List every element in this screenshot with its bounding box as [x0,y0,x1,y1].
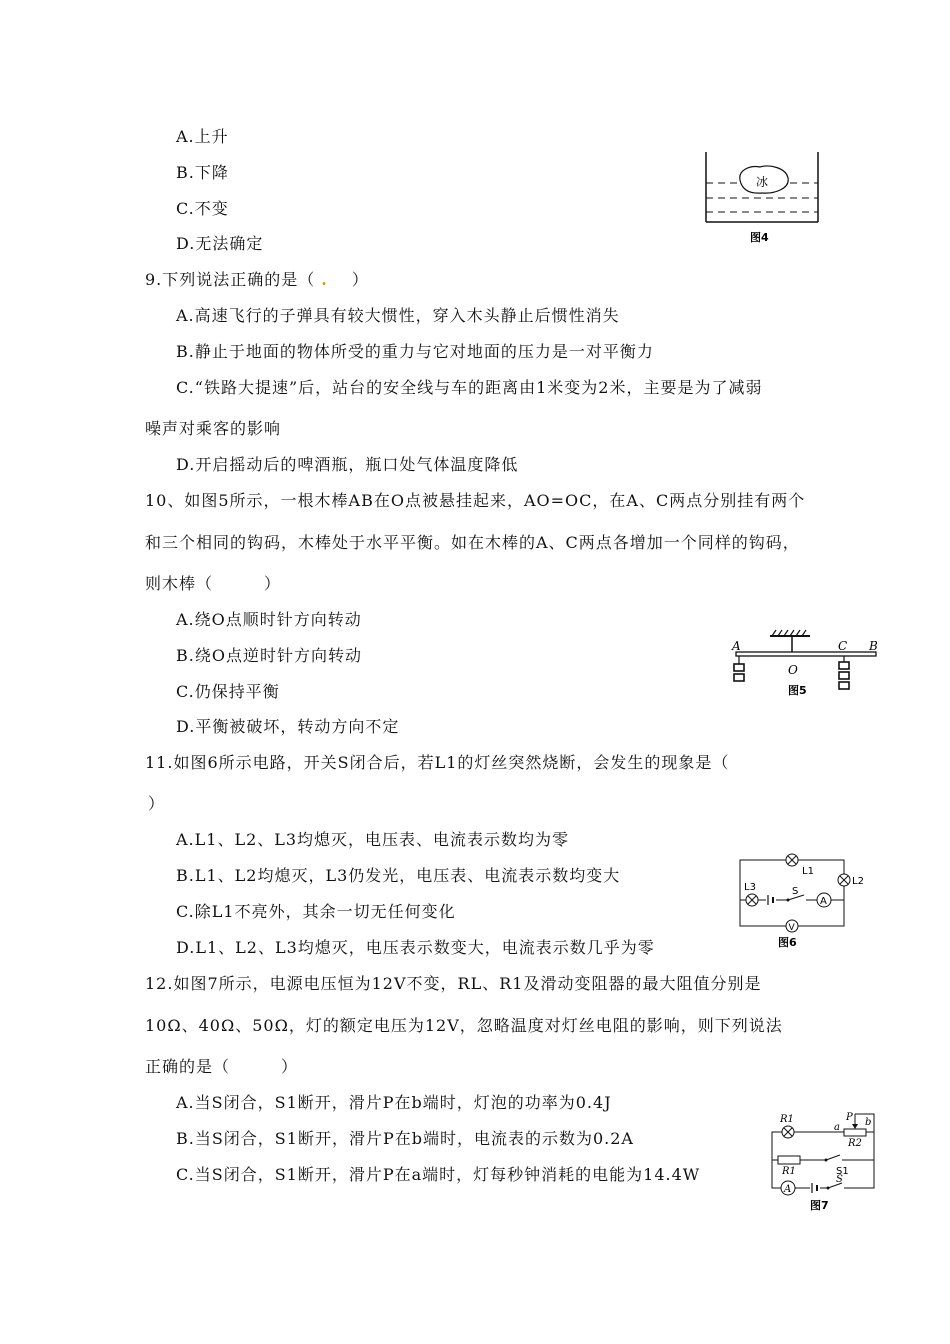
q12-stem-line1: 12.如图7所示，电源电压恒为12V不变，RL、R1及滑动变阻器的最大阻值分别是 [145,974,762,993]
q12-option-c: C.当S闭合，S1断开，滑片P在a端时，灯每秒钟消耗的电能为14.4W [176,1165,701,1184]
fig5-label-o: O [788,663,798,677]
fig7-p: P [846,1112,853,1123]
fig5-label-b: B [869,639,878,653]
q11-option-a: A.L1、L2、L3均熄灭，电压表、电流表示数均为零 [176,830,570,849]
fig6-ammeter: A [820,896,827,907]
q11-option-d: D.L1、L2、L3均熄灭，电压表示数变大，电流表示数几乎为零 [176,938,655,957]
fig6-l1: L1 [802,866,814,877]
figure-7-circuit [760,1110,885,1215]
fig6-voltmeter: V [788,923,795,933]
q10-option-b: B.绕O点逆时针方向转动 [176,646,362,665]
q8-option-b: B.下降 [176,163,229,182]
fig4-caption: 图4 [750,231,769,244]
q10-option-d: D.平衡被破坏，转动方向不定 [176,717,400,736]
q9-option-c: C.“铁路大提速”后，站台的安全线与车的距离由1米变为2米，主要是为了减弱 [176,378,763,397]
fig7-r1: R1 [782,1166,796,1177]
q11-option-c: C.除L1不亮外，其余一切无任何变化 [176,902,456,921]
q10-stem-line1: 10、如图5所示，一根木棒AB在O点被悬挂起来，AO=OC，在A、C两点分别挂有两个 [145,491,806,510]
q11-stem-line2: ） [148,794,166,813]
figure-6-circuit [730,850,870,950]
fig7-ammeter: A [784,1184,792,1195]
fig6-l2: L2 [852,876,864,887]
q9-stem-close: ） [351,270,369,289]
fig7-b: b [865,1117,872,1128]
q12-option-b: B.当S闭合，S1断开，滑片P在b端时，电流表的示数为0.2A [176,1129,634,1148]
fig7-rl: R1 [780,1114,794,1125]
q9-option-c-cont: 噪声对乘客的影响 [145,419,282,438]
q9-option-b: B.静止于地面的物体所受的重力与它对地面的压力是一对平衡力 [176,342,654,361]
q9-stem-text: 9.下列说法正确的是（ [145,270,316,289]
q12-option-a: A.当S闭合，S1断开，滑片P在b端时，灯泡的功率为0.4J [176,1093,612,1112]
fig7-s: S [836,1174,843,1185]
q12-stem-line3: 正确的是（ ） [145,1057,299,1076]
fig7-r2: R2 [848,1138,862,1149]
q12-stem-line2: 10Ω、40Ω、50Ω，灯的额定电压为12V，忽略温度对灯丝电阻的影响，则下列说法 [145,1016,783,1035]
fig6-s: S [792,886,799,897]
fig7-caption: 图7 [810,1199,829,1212]
fig7-s1: S1 [836,1166,849,1177]
fig7-a: a [834,1122,840,1133]
q10-option-c: C.仍保持平衡 [176,682,280,701]
figure-4-ice-in-water [700,150,825,250]
fig6-l3: L3 [744,882,756,893]
q11-option-b: B.L1、L2均熄灭，L3仍发光，电压表、电流表示数均变大 [176,866,621,885]
q8-option-a: A.上升 [176,127,229,146]
fig4-ice-label: 冰 [756,175,769,189]
fig6-caption: 图6 [778,936,797,949]
fig5-caption: 图5 [788,684,807,697]
q10-stem-line3: 则木棒（ ） [145,574,282,593]
q10-stem-line2: 和三个相同的钩码，木棒处于水平平衡。如在木棒的A、C两点各增加一个同样的钩码， [145,533,800,552]
fig5-label-a: A [732,639,741,653]
q9-stem [145,270,369,290]
q8-option-c: C.不变 [176,199,229,218]
fig5-label-c: C [838,639,848,653]
q9-option-d: D.开启摇动后的啤酒瓶，瓶口处气体温度降低 [176,455,519,474]
q9-stem-mark: . [321,270,328,289]
figure-5-lever [728,628,888,703]
q8-option-d: D.无法确定 [176,234,264,253]
q11-stem-line1: 11.如图6所示电路，开关S闭合后，若L1的灯丝突然烧断，会发生的现象是（ [145,753,730,772]
q10-option-a: A.绕O点顺时针方向转动 [176,610,362,629]
q9-option-a: A.高速飞行的子弹具有较大惯性，穿入木头静止后惯性消失 [176,306,620,325]
